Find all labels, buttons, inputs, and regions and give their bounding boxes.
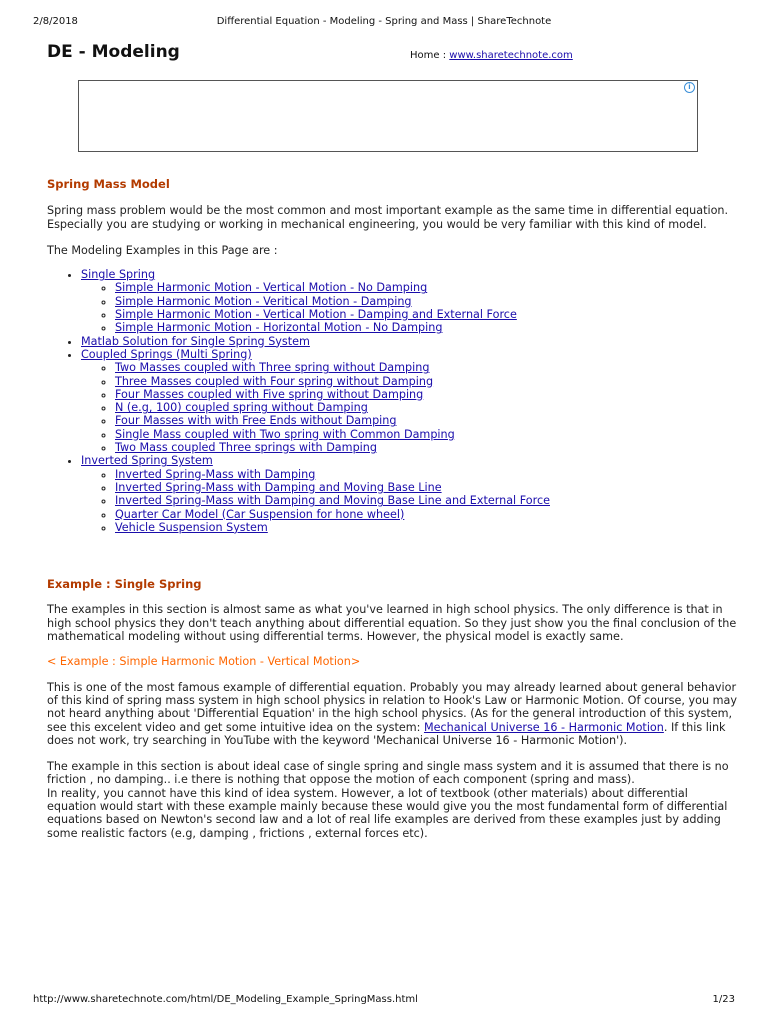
list-item [115, 321, 737, 334]
list-item [115, 508, 737, 521]
toc-link[interactable]: Quarter Car Model (Car Suspension for hone wheel) [115, 507, 405, 521]
mechanical-universe-link[interactable]: Mechanical Universe 16 - Harmonic Motion [423, 720, 664, 734]
list-item [81, 335, 737, 348]
toc-link-coupled-springs[interactable]: Coupled Springs (Multi Spring) [81, 347, 252, 361]
print-footer [33, 994, 735, 1005]
intro-paragraph: Spring mass problem would be the most common and most important example as the same time in differential equation. Especially you are studying or working in mechanical engineering, you would be very familiar with this kind of model. [47, 204, 729, 231]
toc-sublist [81, 281, 737, 334]
ideal-case-paragraph: The example in this section is about ideal case of single spring and single mass system and it is assumed that there is no friction , no damping.. i.e there is nothing that oppose the motion of each component (spring and mass). [47, 760, 729, 787]
paragraph-text: . If this link does not work, try searching in YouTube with the keyword 'Mechanical Universe 16 - Harmonic Motion'). [47, 720, 726, 747]
home-link[interactable]: www.sharetechnote.com [449, 50, 573, 61]
examples-list-title: The Modeling Examples in this Page are : [47, 243, 278, 257]
toc-link[interactable]: Simple Harmonic Motion - Vertical Motion - Damping and External Force [115, 308, 517, 322]
list-item [115, 375, 737, 388]
single-spring-intro: The examples in this section is almost same as what you've learned in high school physics. The only difference is that in high school physics they don't teach anything about differential equation. So they just show you the final conclusion of the mathematical modeling without using differential terms. However, the physical model is exactly same. [47, 603, 737, 644]
harmonic-motion-paragraph [47, 681, 737, 747]
list-item [81, 454, 737, 534]
list-item [115, 361, 737, 374]
print-header [33, 16, 735, 30]
toc-link[interactable]: Single Mass coupled with Two spring with Common Damping [115, 427, 455, 441]
toc-link[interactable]: N (e.g, 100) coupled spring without Damping [115, 401, 368, 415]
toc-link[interactable]: Vehicle Suspension System [115, 520, 268, 534]
example-subheading: < Example : Simple Harmonic Motion - Vertical Motion> [47, 655, 361, 669]
print-url: http://www.sharetechnote.com/html/DE_Modeling_Example_SpringMass.html [33, 994, 418, 1005]
toc-link-matlab-solution[interactable]: Matlab Solution for Single Spring System [81, 334, 310, 348]
home-nav [410, 50, 573, 61]
toc-sublist [81, 468, 737, 534]
main-content [47, 178, 737, 840]
list-item [115, 414, 737, 427]
toc-link[interactable]: Inverted Spring-Mass with Damping [115, 467, 316, 481]
list-item [115, 281, 737, 294]
list-item [115, 468, 737, 481]
list-item [115, 494, 737, 507]
ad-info-icon[interactable]: i [684, 82, 695, 93]
toc-link[interactable]: Simple Harmonic Motion - Veritical Motion - Damping [115, 294, 412, 308]
list-item [115, 521, 737, 534]
home-label: Home : [410, 50, 447, 61]
print-page-number: 1/23 [712, 994, 735, 1005]
print-page-title: Differential Equation - Modeling - Spring and Mass | ShareTechnote [216, 16, 552, 27]
toc-link[interactable]: Two Masses coupled with Three spring without Damping [115, 361, 430, 375]
print-date: 2/8/2018 [33, 16, 78, 27]
list-item [115, 295, 737, 308]
list-item [81, 348, 737, 454]
reality-paragraph: In reality, you cannot have this kind of idea system. However, a lot of textbook (other materials) about differential equation would start with these example mainly because these would give you the most fundamental form of differential equations based on Newton's second law and a lot of real life examples are derived from these examples just by adding some realistic factors (e.g, damping , frictions , external forces etc). [47, 786, 728, 840]
toc-link[interactable]: Three Masses coupled with Four spring without Damping [115, 374, 434, 388]
list-item [115, 308, 737, 321]
list-item [115, 388, 737, 401]
paragraph-text: This is one of the most famous example of differential equation. Probably you may already learned about general behavior of this kind of spring mass system in high school physics in relation to Hook's Law or Harmonic Motion. Of course, you may not heard anything about 'Differential Equation' in the high school physics. (As for the general introduction of this system, see this excelent video and get some intuitive idea on the system: [47, 680, 737, 734]
list-item [81, 268, 737, 334]
toc-link[interactable]: Inverted Spring-Mass with Damping and Moving Base Line and External Force [115, 494, 550, 508]
toc-link[interactable]: Two Mass coupled Three springs with Damping [115, 441, 377, 455]
examples-toc [47, 268, 737, 534]
list-item [115, 481, 737, 494]
toc-link-single-spring[interactable]: Single Spring [81, 268, 156, 282]
toc-link[interactable]: Inverted Spring-Mass with Damping and Moving Base Line [115, 480, 442, 494]
ad-banner[interactable] [78, 80, 698, 152]
list-item [115, 441, 737, 454]
toc-sublist [81, 361, 737, 454]
list-item [115, 428, 737, 441]
toc-link[interactable]: Four Masses with with Free Ends without Damping [115, 414, 397, 428]
toc-link[interactable]: Simple Harmonic Motion - Vertical Motion - No Damping [115, 281, 428, 295]
section-heading-spring-mass-model: Spring Mass Model [47, 177, 170, 191]
site-title: DE - Modeling [47, 42, 180, 62]
list-item [115, 401, 737, 414]
toc-link-inverted-spring[interactable]: Inverted Spring System [81, 454, 213, 468]
section-heading-single-spring: Example : Single Spring [47, 577, 202, 592]
toc-link[interactable]: Simple Harmonic Motion - Horizontal Motion - No Damping [115, 321, 443, 335]
toc-link[interactable]: Four Masses coupled with Five spring without Damping [115, 387, 424, 401]
